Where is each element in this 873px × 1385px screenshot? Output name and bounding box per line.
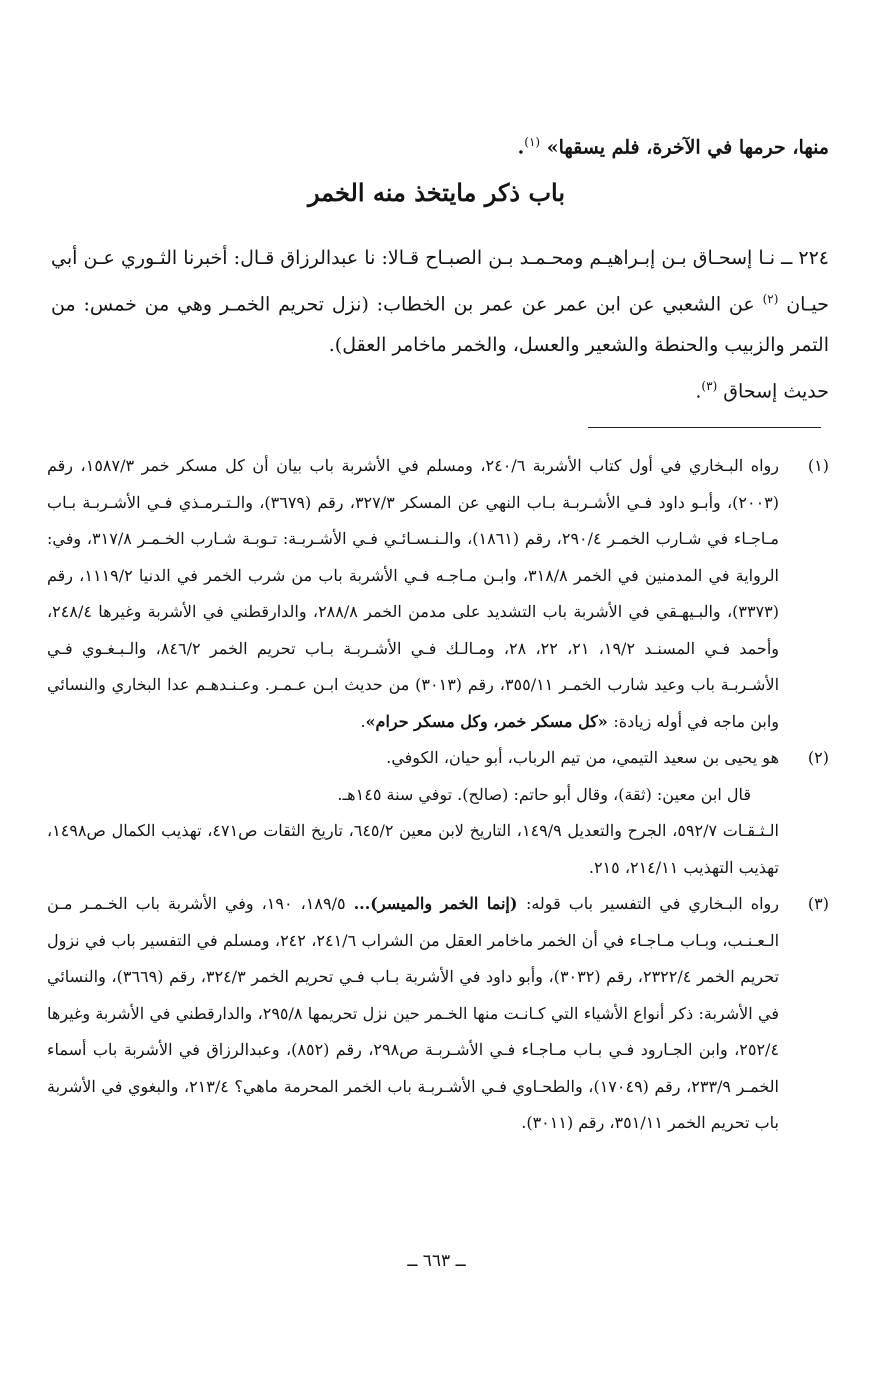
footnote-number: (٢) xyxy=(807,748,829,767)
footnote-number: (١) xyxy=(807,456,829,475)
chapter-heading: باب ذكر مايتخذ منه الخمر xyxy=(307,178,566,207)
hadith-closing-tail: . xyxy=(695,380,702,403)
footnote-3 xyxy=(47,886,829,1142)
opening-text: منها، حرمها في الآخرة، فلم يسقها» xyxy=(546,136,829,159)
footnote-text-start: رواه البـخاري في التفسير باب قوله: xyxy=(525,894,779,913)
hadith-block xyxy=(51,238,829,413)
opening-tail: . xyxy=(517,136,525,159)
footnote-body xyxy=(47,448,779,740)
footnotes xyxy=(47,448,829,1142)
footnote-1 xyxy=(47,448,829,740)
hadith-number: ٢٢٤ xyxy=(798,247,829,269)
hadith-text-1: ــ نـا إسحـاق بـن إبـراهيـم ومحـمـد بـن الصبـاح قـالا: نا عبدالرزاق قـال: أخبرنا الثـوري عـن أبي حيـان xyxy=(51,247,830,316)
footnote-body xyxy=(47,886,779,1142)
footnote-2 xyxy=(47,740,829,886)
footnote-divider xyxy=(588,427,821,428)
footnote-line: قال ابن معين: (ثقة)، وقال أبو حاتم: (صالح). توفي سنة ١٤٥هـ. xyxy=(337,784,751,804)
footnote-ref-3: (٣) xyxy=(701,379,718,394)
hadith-closing-text: حديث إسحاق xyxy=(723,380,829,403)
page-number: ــ ٦٦٣ ــ xyxy=(407,1251,466,1271)
footnote-tail: . xyxy=(360,711,366,731)
hadith-paragraph xyxy=(51,238,829,366)
footnote-ref-2: (٢) xyxy=(762,292,779,306)
footnote-body xyxy=(47,740,779,886)
footnote-ref-1: (١) xyxy=(524,135,541,149)
footnote-text: رواه البـخاري في أول كتاب الأشربة ٢٤٠/٦، ومسلم في الأشربة باب بيان أن كل مسكر خمر ١٥٨٧/٣، رقم (٢٠٠٣)، وأبـو داود فـي الأشـربـة بـاب النهي عن المسكر ٣٢٧/٣، رقم (٣٦٧٩)، والـتـرمـذي فـي الأشـربـة بـاب مـاجـاء في شـارب الخمـر ٢٩٠/٤، رقم (١٨٦١)، والـنـسـائـي فـي الأشـربـة: تـوبـة شـارب الخـمـر ٣١٧/٨، وفي: الرواية في المدمنين في الخمر ٣١٨/٨، وابـن مـاجـه فـي الأشربة باب من شرب الخمر في الدنيا ١١١٩/٢، رقم (٣٣٧٣)، والبـيهـقي في الأشربة باب التشديد على مدمن الخمر ٢٨٨/٨، والدارقطني في الأشربة وغيرها ٢٤٨/٤، وأحمد فـي المسنـد ١٩/٢، ٢١، ٢٢، ٢٨، ومـالـك فـي الأشـربـة بـاب تحريم الخمر ٨٤٦/٢، والـبـغـوي فـي الأشـربـة باب وعيد شارب الخمـر ٣٥٥/١١، رقم (٣٠١٣) من حديث ابـن عـمـر. وعـنـدهـم عدا البخاري والنسائي وابن ماجه في أوله زيادة: xyxy=(47,456,780,731)
footnote-line: هو يحيى بن سعيد التيمي، من تيم الرباب، أبو حيان، الكوفي. xyxy=(386,748,779,767)
footnote-bold-quote: «كل مسكر خمر، وكل مسكر حرام» xyxy=(365,711,614,731)
footnote-line: الـثـقـات ٥٩٢/٧، الجرح والتعديل ١٤٩/٩، التاريخ لابن معين ٦٤٥/٢، تاريخ الثقات ص٤٧١، تهذيب الكمال ص١٤٩٨، تهذيب التهذيب ٢١٤/١١، ٢١٥. xyxy=(47,821,779,877)
footnote-number: (٣) xyxy=(807,894,829,913)
hadith-closing xyxy=(51,366,829,412)
footnote-text: ١٨٩/٥، ١٩٠، وفي الأشربة باب الخـمـر مـن الـعـنـب، وبـاب مـاجـاء في أن الخمر ماخامر العقل من الشراب ٢٤١/٦، ٢٤٢، ومسلم في التفسير باب في نزول تحريم الخمر ٢٣٢٢/٤، رقم (٣٠٣٢)، وأبو داود في الأشربة بـاب فـي تحريم الخمر ٣٢٤/٣، رقم (٣٦٦٩)، والنسائي في الأشربة: ذكر أنواع الأشياء التي كـانـت منها الخـمر حين نزل تحريمها ٢٩٥/٨، والدارقطني في الأشربة وغيرها ٢٥٢/٤، وابن الجـارود فـي بـاب مـاجـاء فـي الأشـربـة ص٢٩٨، رقم (٨٥٢)، وعبدالرزاق في الأشربة باب أسماء الخمـر ٢٣٣/٩، رقم (١٧٠٤٩)، والطحـاوي فـي الأشـربـة باب الخمر المحرمة ماهي؟ ٢١٣/٤، والبغوي في الأشربة باب تحريم الخمر ٣٥١/١١، رقم (٣٠١١). xyxy=(47,894,780,1132)
footnote-bold-verse: (إنما الخمر والميسر)... xyxy=(353,894,526,913)
opening-line xyxy=(49,118,829,171)
hadith-text-2: عن الشعبي عن ابن عمر عن عمر بن الخطاب: (نزل تحريم الخمـر وهي من خمس: من التمر والزبيب والحنطة والشعير والعسل، والخمر ماخامر العقل). xyxy=(51,293,829,357)
